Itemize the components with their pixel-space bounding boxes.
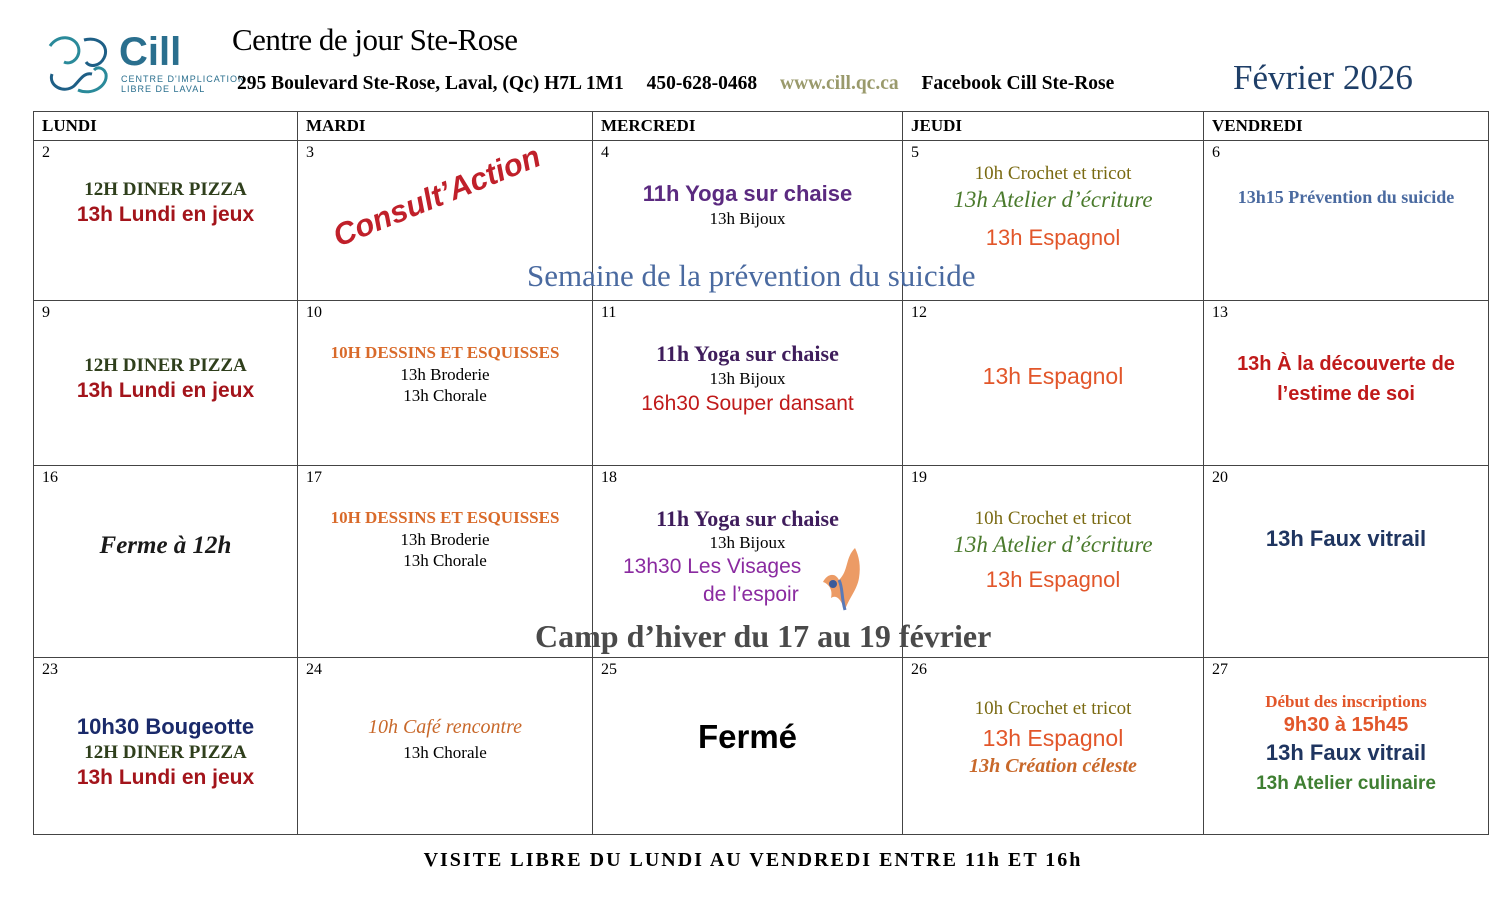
day-cell-13: [1204, 301, 1489, 466]
event-cafe: 10h Café rencontre: [367, 716, 523, 738]
month-title: Février 2026: [1233, 58, 1413, 97]
weekday-wednesday: MERCREDI: [593, 112, 903, 141]
event-visages-2: de l’espoir: [703, 582, 799, 606]
contact-line: [237, 73, 1132, 95]
day-cell-25: [593, 658, 903, 835]
event-inscriptions-hours: 9h30 à 15h45: [1283, 714, 1409, 736]
day-number: 26: [911, 661, 927, 678]
event-yoga: 11h Yoga sur chaise: [642, 181, 853, 207]
day-number: 12: [911, 304, 927, 322]
day-cell-23: [34, 658, 298, 835]
day-number: 5: [911, 144, 919, 162]
day-number: 13: [1212, 304, 1228, 322]
event-crochet: 10h Crochet et tricot: [974, 163, 1132, 185]
event-lundi-en-jeux: 13h Lundi en jeux: [76, 203, 255, 227]
day-cell-10: [298, 301, 593, 466]
event-crochet: 10h Crochet et tricot: [974, 698, 1132, 719]
phone: 450-628-0468: [646, 73, 758, 94]
event-ecriture: 13h Atelier d’écriture: [953, 531, 1153, 557]
event-inscriptions: Début des inscriptions: [1265, 692, 1427, 711]
logo-subtitle-2: LIBRE DE LAVAL: [121, 84, 206, 94]
day-number: 9: [42, 304, 50, 322]
event-estime-1: 13h À la découverte de: [1237, 353, 1455, 376]
event-broderie: 13h Broderie: [400, 365, 490, 385]
weekday-monday: LUNDI: [34, 112, 298, 141]
event-crochet: 10h Crochet et tricot: [974, 507, 1132, 529]
event-ferme-12h: Ferme à 12h: [99, 531, 232, 559]
event-yoga: 11h Yoga sur chaise: [656, 341, 839, 367]
event-chorale: 13h Chorale: [403, 743, 487, 762]
day-number: 24: [306, 661, 322, 678]
event-souper: 16h30 Souper dansant: [641, 392, 854, 416]
event-dessins: 10H DESSINS ET ESQUISSES: [330, 507, 560, 527]
day-cell-12: [903, 301, 1204, 466]
logo-name: Cill: [119, 30, 182, 74]
day-cell-11: [593, 301, 903, 466]
event-bijoux: 13h Bijoux: [709, 369, 786, 389]
event-broderie: 13h Broderie: [400, 529, 490, 549]
day-cell-6: [1204, 141, 1489, 301]
website-link[interactable]: www.cill.qc.ca: [779, 73, 899, 94]
day-number: 25: [601, 661, 617, 678]
day-cell-20: [1204, 465, 1489, 657]
week-row: [34, 301, 1489, 466]
day-number: 16: [42, 468, 58, 486]
day-cell-2: [34, 141, 298, 301]
event-creation-celeste: 13h Création céleste: [969, 755, 1137, 777]
day-number: 3: [306, 144, 314, 162]
phoenix-icon: [815, 544, 863, 614]
org-name: Centre de jour Ste-Rose: [232, 22, 518, 57]
event-visages-1: 13h30 Les Visages: [623, 554, 802, 578]
event-ecriture: 13h Atelier d’écriture: [953, 187, 1153, 213]
event-bijoux: 13h Bijoux: [709, 532, 786, 552]
day-number: 4: [601, 144, 609, 162]
event-espagnol: 13h Espagnol: [985, 566, 1121, 592]
event-lundi-en-jeux: 13h Lundi en jeux: [76, 379, 255, 403]
logo-subtitle-1: CENTRE D'IMPLICATION: [121, 74, 246, 84]
banner-prevention-week: Semaine de la prévention du suicide: [527, 258, 976, 293]
day-cell-9: [34, 301, 298, 466]
event-lundi-en-jeux: 13h Lundi en jeux: [76, 766, 255, 789]
event-chorale: 13h Chorale: [403, 550, 487, 570]
event-estime-2: l’estime de soi: [1277, 383, 1415, 406]
calendar-grid: [33, 111, 1489, 835]
event-ferme: Fermé: [697, 718, 798, 755]
address: 295 Boulevard Ste-Rose, Laval, (Qc) H7L 1M1: [237, 73, 624, 94]
day-cell-27: [1204, 658, 1489, 835]
event-bijoux: 13h Bijoux: [709, 209, 786, 229]
footer-note: VISITE LIBRE DU LUNDI AU VENDREDI ENTRE 11h ET 16h: [423, 849, 1083, 871]
banner-winter-camp: Camp d’hiver du 17 au 19 février: [535, 618, 992, 654]
day-cell-24: [298, 658, 593, 835]
weekday-thursday: JEUDI: [903, 112, 1204, 141]
day-number: 10: [306, 304, 322, 322]
event-consult-action: Consult’Action: [328, 138, 546, 254]
event-yoga: 11h Yoga sur chaise: [656, 505, 839, 531]
day-number: 11: [601, 304, 617, 322]
day-number: 27: [1212, 661, 1228, 678]
event-espagnol: 13h Espagnol: [982, 363, 1124, 390]
day-number: 23: [42, 661, 58, 678]
day-cell-16: [34, 465, 298, 657]
event-faux-vitrail: 13h Faux vitrail: [1265, 525, 1427, 551]
event-chorale: 13h Chorale: [403, 386, 487, 406]
day-number: 6: [1212, 144, 1220, 162]
day-number: 2: [42, 144, 50, 162]
day-cell-26: [903, 658, 1204, 835]
event-dessins: 10H DESSINS ET ESQUISSES: [330, 343, 560, 363]
day-number: 17: [306, 468, 322, 486]
weekday-header-row: [34, 112, 1489, 141]
facebook-link[interactable]: Facebook Cill Ste-Rose: [921, 73, 1115, 94]
day-number: 19: [911, 468, 927, 486]
event-espagnol: 13h Espagnol: [982, 725, 1124, 751]
weekday-tuesday: MARDI: [298, 112, 593, 141]
event-espagnol: 13h Espagnol: [985, 225, 1121, 251]
day-number: 18: [601, 468, 617, 486]
event-prevention: 13h15 Prévention du suicide: [1237, 187, 1455, 208]
weekday-friday: VENDREDI: [1204, 112, 1489, 141]
event-faux-vitrail: 13h Faux vitrail: [1265, 740, 1427, 765]
event-pizza: 12H DINER PIZZA: [84, 355, 247, 377]
event-atelier-culinaire: 13h Atelier culinaire: [1256, 773, 1436, 794]
day-number: 20: [1212, 468, 1228, 486]
event-pizza: 12H DINER PIZZA: [84, 742, 247, 763]
week-row: [34, 658, 1489, 835]
event-bougeotte: 10h30 Bougeotte: [76, 714, 255, 739]
event-pizza: 12H DINER PIZZA: [84, 179, 247, 201]
